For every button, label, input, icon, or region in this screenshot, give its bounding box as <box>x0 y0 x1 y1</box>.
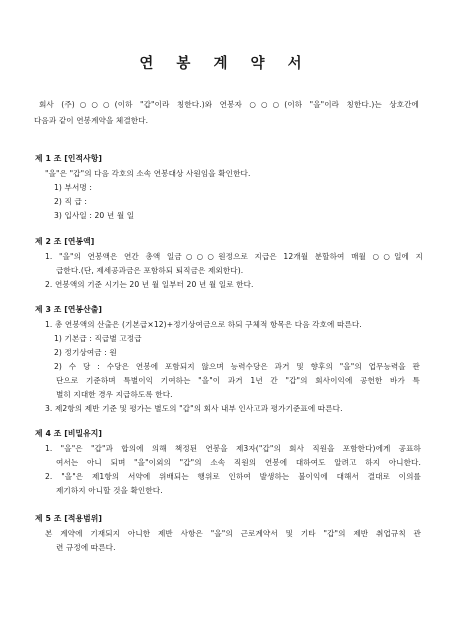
article-4-line: 여서는 아니 되며 "을"이외의 "갑"의 소속 직원의 연봉에 대하여도 알려고 하지 아니한다. <box>56 458 421 467</box>
article-1-line: "을"은 "갑"의 다음 각호의 소속 연봉대상 사원임을 확인한다. <box>45 169 251 178</box>
article-2-line: 급한다.(단, 제세공과금은 포함하되 퇴직금은 제외한다). <box>56 266 244 275</box>
article-3-line: 1) 기본급 : 직급별 고정급 <box>54 334 142 343</box>
intro-line-2: 다음과 같이 연봉계약을 체결한다. <box>34 116 149 125</box>
article-2-line: 1. "을"의 연봉액은 연간 총액 일금○○○원정으로 지급은 12개월 분할하여 매월 ○○일에 지 <box>45 252 423 261</box>
article-3-line: 2) 정기상여금 : 원 <box>54 348 117 357</box>
article-3-line: 2) 수 당 : 수당은 연봉에 포함되지 않으며 능력수당은 과거 및 향후의 "을"의 업무능력을 판 <box>54 362 420 371</box>
article-4-line: 2. "을"은 제1항의 서약에 위배되는 행위로 인하여 발생하는 불이익에 대해서 결대로 이의를 <box>45 472 421 481</box>
article-2-heading: 제 2 조 [연봉액] <box>35 237 95 246</box>
article-3-line: 1. 총 연봉액의 산출은 (기본급×12)+정기상여금으로 하되 구체적 항목은 다음 각호에 따른다. <box>45 320 362 329</box>
article-4-line: 1. "을"은 "갑"과 합의에 의해 책정된 연봉을 제3자("갑"의 회사 직원을 포함한다)에게 공표하 <box>45 444 421 453</box>
article-1-line: 2) 직 급 : <box>54 197 88 206</box>
article-5-line: 본 계약에 기재되지 아니한 제반 사항은 "을"의 근로계약서 및 기타 "갑"의 제반 취업규칙 관 <box>45 529 421 538</box>
article-1-line: 1) 부서명 : <box>54 183 92 192</box>
article-1-line: 3) 입사일 : 20 년 월 일 <box>54 211 135 220</box>
intro-line-1: 회사 (주)○○○(이하 "갑"이라 칭한다.)와 연봉자 ○○○(이하 "을"이라 칭한다.)는 상호간에 <box>39 100 419 109</box>
article-3-line: 3. 제2항의 제반 기준 및 평가는 별도의 "갑"의 회사 내부 인사고과 평가기준표에 따른다. <box>45 404 343 413</box>
article-5-line: 련 규정에 따른다. <box>56 543 116 552</box>
article-4-line: 제기하지 아니할 것을 확인한다. <box>56 486 163 495</box>
article-5-heading: 제 5 조 [적용범위] <box>35 514 103 523</box>
article-3-line: 별히 지대한 경우 지급하도록 한다. <box>56 390 173 399</box>
document-title: 연 봉 계 약 서 <box>139 55 311 72</box>
article-3-heading: 제 3 조 [연봉산출] <box>35 305 103 314</box>
article-3-line: 단으로 기준하며 특별이익 기여하는 "을"이 과거 1년 간 "갑"의 회사이익에 공헌한 바가 특 <box>56 376 420 385</box>
article-4-heading: 제 4 조 [비밀유지] <box>35 429 103 438</box>
article-2-line: 2. 연봉액의 기준 시기는 20 년 월 일부터 20 년 월 일로 한다. <box>45 280 254 289</box>
article-1-heading: 제 1 조 [인적사항] <box>35 154 103 163</box>
